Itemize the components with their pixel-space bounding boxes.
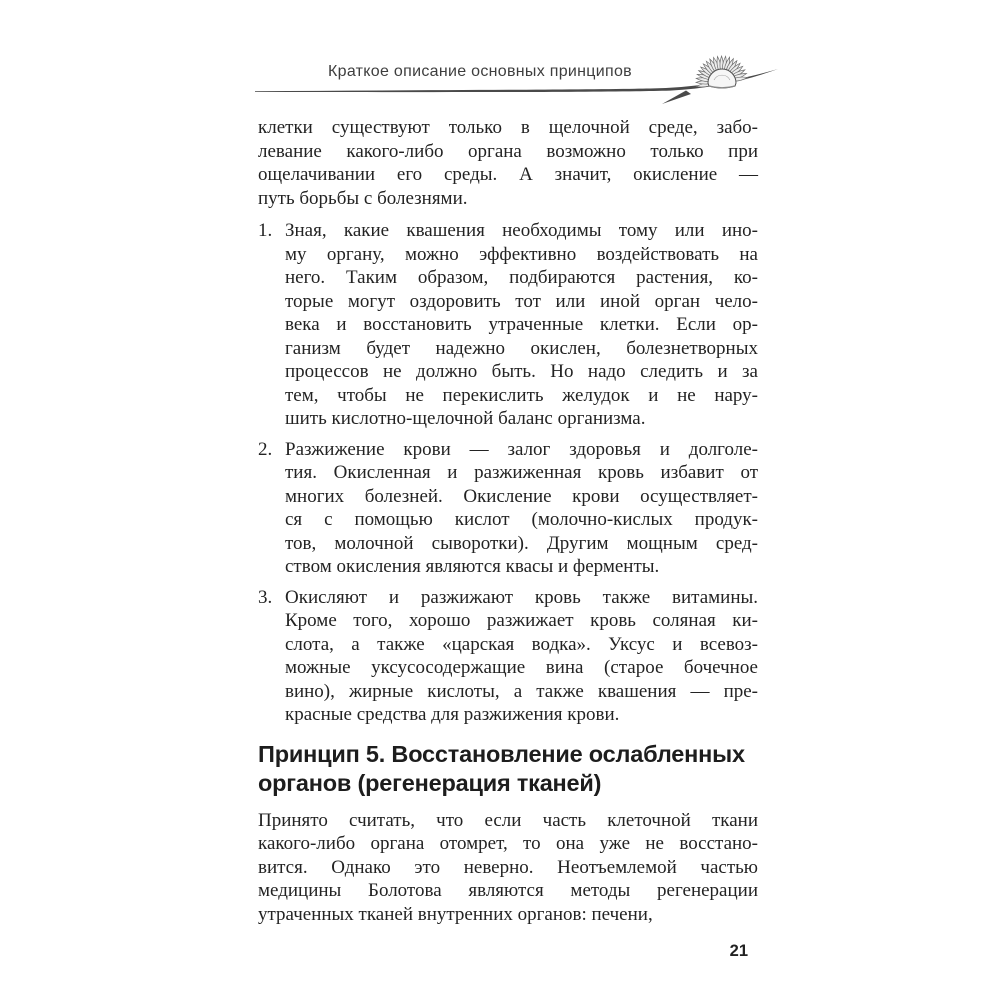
text-line: красные средства для разжижения крови. <box>285 704 620 725</box>
list-item-number: 1. <box>258 220 273 241</box>
text-line: клетки существуют только в щелочной среде, забо- <box>258 117 758 138</box>
section-heading-line: Принцип 5. Восстановление ослабленных <box>258 740 745 767</box>
text-line: ством окисления являются квасы и ферменты. <box>285 556 660 577</box>
page-number: 21 <box>729 942 748 960</box>
text-line: ся с помощью кислот (молочно-кислых продук- <box>285 509 758 530</box>
text-line: вино), жирные кислоты, а также квашения — пре- <box>285 680 758 702</box>
text-line: слота, а также «царская водка». Уксус и всевоз- <box>285 633 758 655</box>
section-heading <box>258 740 758 798</box>
text-line: века и восстановить утраченные клетки. Если ор- <box>285 314 758 335</box>
text-line: тем, чтобы не перекислить желудок и не нару- <box>285 384 758 406</box>
text-line: торые могут оздоровить тот или иной орган чело- <box>285 290 758 312</box>
flower-swoosh-icon <box>250 48 785 110</box>
text-line: Разжижение крови — залог здоровья и долголе- <box>285 438 758 460</box>
text-line: многих болезней. Окисление крови осуществляет- <box>285 485 758 507</box>
list-item-text <box>285 219 758 431</box>
text-line: тия. Окисленная и разжиженная кровь избавит от <box>285 462 758 483</box>
text-line: него. Таким образом, подбираются растения, ко- <box>285 267 758 288</box>
list-item-number: 3. <box>258 586 273 608</box>
text-line: левание какого-либо органа возможно только при <box>258 140 758 162</box>
list-item-text <box>285 586 758 727</box>
text-line: можные уксусосодержащие вина (старое бочечное <box>285 657 758 678</box>
section-heading-line: органов (регенерация тканей) <box>258 769 602 796</box>
list-item-text <box>285 438 758 579</box>
text-line: Принято считать, что если часть клеточной ткани <box>258 809 758 831</box>
numbered-list-item <box>258 586 758 727</box>
text-line: Окисляют и разжижают кровь также витамины. <box>285 586 758 608</box>
intro-paragraph <box>258 116 758 210</box>
text-line: ощелачивании его среды. А значит, окисление — <box>258 164 758 185</box>
text-line: утраченных тканей внутренних органов: печени, <box>258 903 653 925</box>
closing-paragraph <box>258 809 758 927</box>
text-line: вится. Однако это неверно. Неотъемлемой частью <box>258 856 758 878</box>
text-line: му органу, можно эффективно воздействовать на <box>285 243 758 265</box>
text-line: процессов не должно быть. Но надо следить и за <box>285 361 758 382</box>
list-item-number: 2. <box>258 438 273 460</box>
text-line: шить кислотно-щелочной баланс организма. <box>285 408 646 429</box>
text-line: какого-либо органа отомрет, то она уже не восстано- <box>258 833 758 854</box>
text-line: ганизм будет надежно окислен, болезнетворных <box>285 337 758 359</box>
text-line: Кроме того, хорошо разжижает кровь соляная ки- <box>285 610 758 631</box>
numbered-list-item <box>258 438 758 579</box>
page-body-text <box>258 116 758 926</box>
text-line: Зная, какие квашения необходимы тому или ино- <box>285 220 758 241</box>
text-line: путь борьбы с болезнями. <box>258 187 468 209</box>
text-line: медицины Болотова являются методы регенерации <box>258 880 758 901</box>
running-header: Краткое описание основных принципов <box>328 63 632 80</box>
numbered-list-item <box>258 219 758 431</box>
text-line: тов, молочной сыворотки). Другим мощным сред- <box>285 532 758 554</box>
